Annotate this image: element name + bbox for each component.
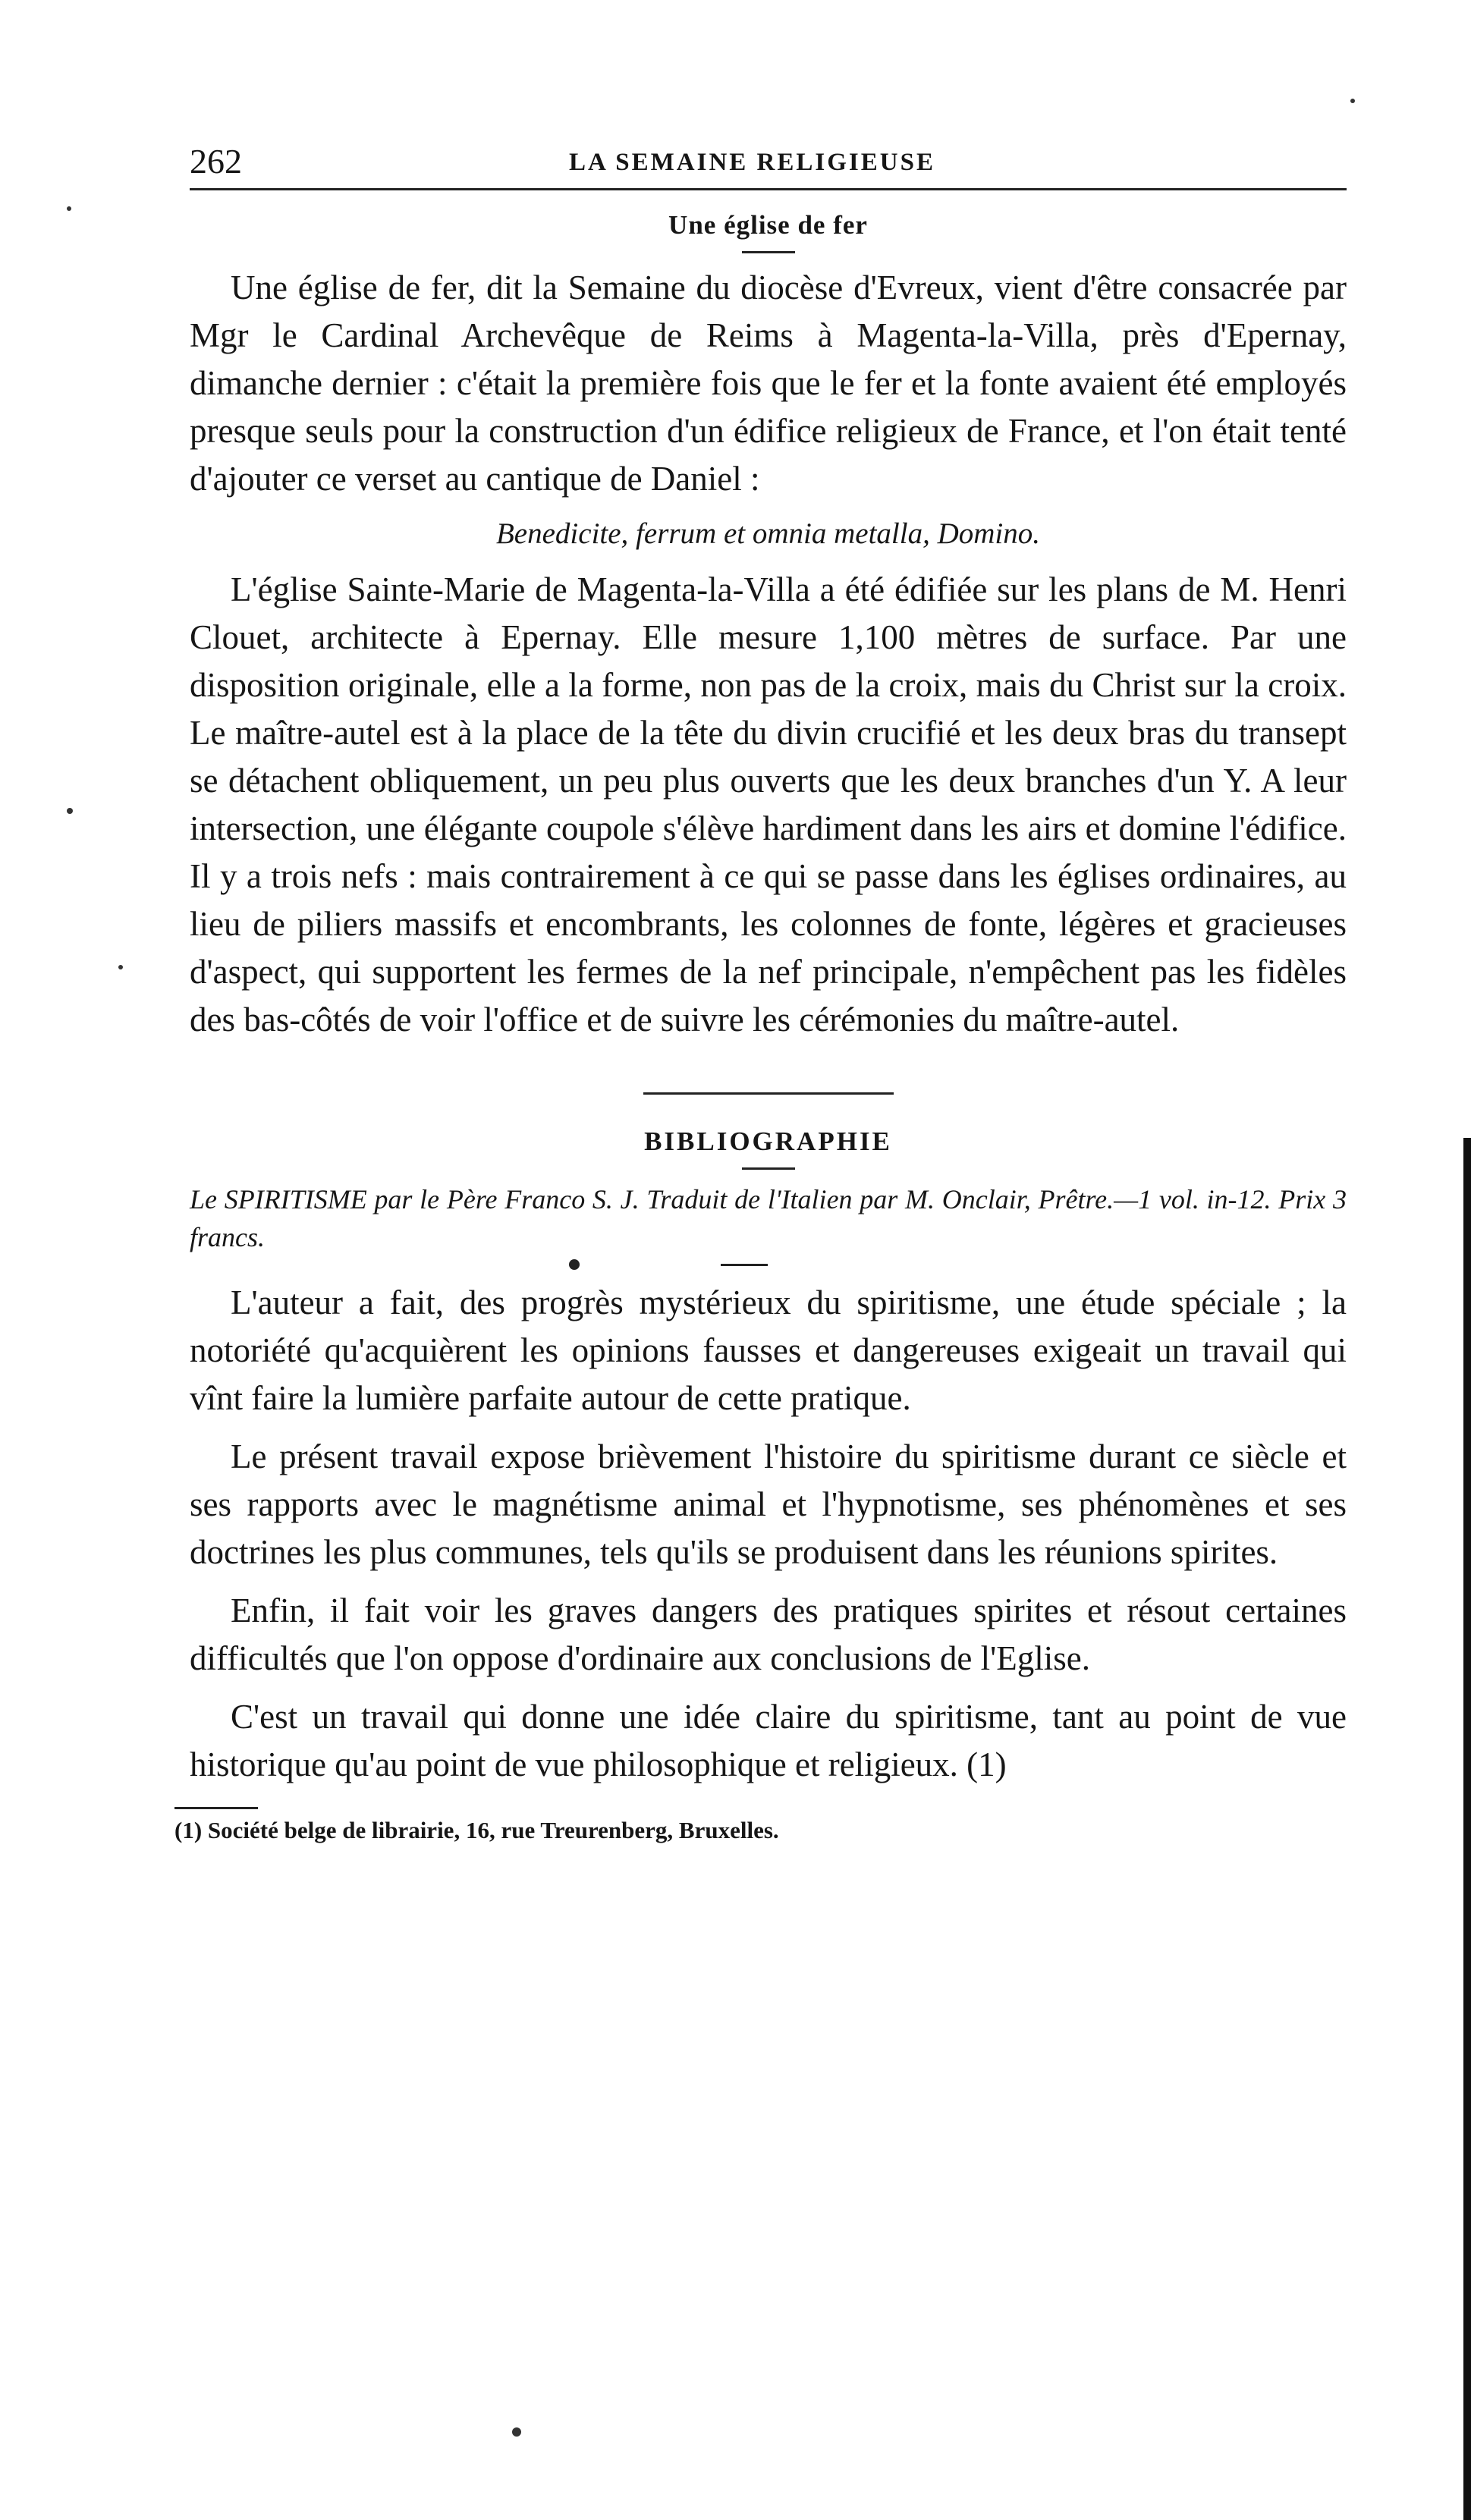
scan-border — [1463, 1138, 1471, 2520]
article-paragraph-2: L'église Sainte-Marie de Magenta-la-Villa a été édifiée sur les plans de M. Henri Clouet, architecte à Epernay. Elle mesure 1,100 mètres de surface. Par une disposition originale, elle a la forme, non pas de la croix, mais du Christ sur la croix. Le maître-autel est à la place de la tête du divin crucifié et les deux bras du transept se détachent obliquement, un peu plus ouverts que les deux branches d'un Y. A leur intersection, une élégante coupole s'élève hardiment dans les airs et domine l'édifice. Il y a trois nefs : mais contrairement à ce qui se passe dans les églises ordinaires, au lieu de piliers massifs et encombrants, les colonnes de fonte, légères et gracieuses d'aspect, qui supportent les fermes de la nef principale, n'empêchent pas les fidèles des bas-côtés de voir l'office et de suivre les cérémonies du maître-autel. — [190, 570, 1347, 1038]
section-rule — [643, 1092, 894, 1095]
scan-speck — [1350, 99, 1355, 103]
bibliography-title-rule — [742, 1167, 795, 1170]
separator-dash — [721, 1264, 768, 1266]
scan-speck — [67, 808, 73, 814]
review-paragraph-4: C'est un travail qui donne une idée claire du spiritisme, tant au point de vue historique qu'au point de vue philosophique et religieux. (1) — [190, 1698, 1347, 1783]
footnote: (1) Société belge de librairie, 16, rue Treurenberg, Bruxelles. — [174, 1817, 779, 1843]
header-rule — [190, 188, 1347, 190]
entry-separator — [190, 1256, 1347, 1279]
scan-speck — [512, 2427, 521, 2437]
scan-speck — [67, 206, 71, 211]
review-paragraph-2: Le présent travail expose brièvement l'histoire du spiritisme durant ce siècle et ses rapports avec le magnétisme animal et l'hypnotisme, ses phénomènes et ses doctrines les plus communes, tels qu'ils se produisent dans les réunions spirites. — [190, 1438, 1347, 1571]
review-paragraph-3: Enfin, il fait voir les graves dangers des pratiques spirites et résout certaines difficultés que l'on oppose d'ordinaire aux conclusions de l'Eglise. — [190, 1591, 1347, 1677]
review-paragraph-1: L'auteur a fait, des progrès mystérieux du spiritisme, une étude spéciale ; la notoriété qu'acquièrent les opinions fausses et dangereuses exigeait un travail qui vînt faire la lumière parfaite autour de cette pratique. — [190, 1284, 1347, 1417]
latin-verse: Benedicite, ferrum et omnia metalla, Domino. — [495, 517, 1041, 550]
page — [174, 129, 1347, 1844]
article-paragraph-1: Une église de fer, dit la Semaine du diocèse d'Evreux, vient d'être consacrée par Mgr le Cardinal Archevêque de Reims à Magenta-la-Villa, près d'Epernay, dimanche dernier : c'était la première fois que le fer et la fonte avaient été employés presque seuls pour la construction d'un édifice religieux de France, et l'on était tenté d'ajouter ce verset au cantique de Daniel : — [190, 269, 1347, 498]
bibliography-title: BIBLIOGRAPHIE — [644, 1126, 892, 1156]
running-title: LA SEMAINE RELIGIEUSE — [569, 149, 935, 176]
running-head — [190, 129, 1347, 188]
scan-speck — [118, 965, 123, 969]
book-entry: Le SPIRITISME par le Père Franco S. J. Traduit de l'Italien par M. Onclair, Prêtre.—1 vol. in-12. Prix 3 francs. — [190, 1184, 1347, 1252]
separator-dot — [569, 1259, 580, 1270]
page-number: 262 — [190, 142, 242, 181]
article-title: Une église de fer — [668, 210, 868, 240]
title-rule — [742, 251, 795, 253]
footnote-rule — [174, 1807, 258, 1809]
